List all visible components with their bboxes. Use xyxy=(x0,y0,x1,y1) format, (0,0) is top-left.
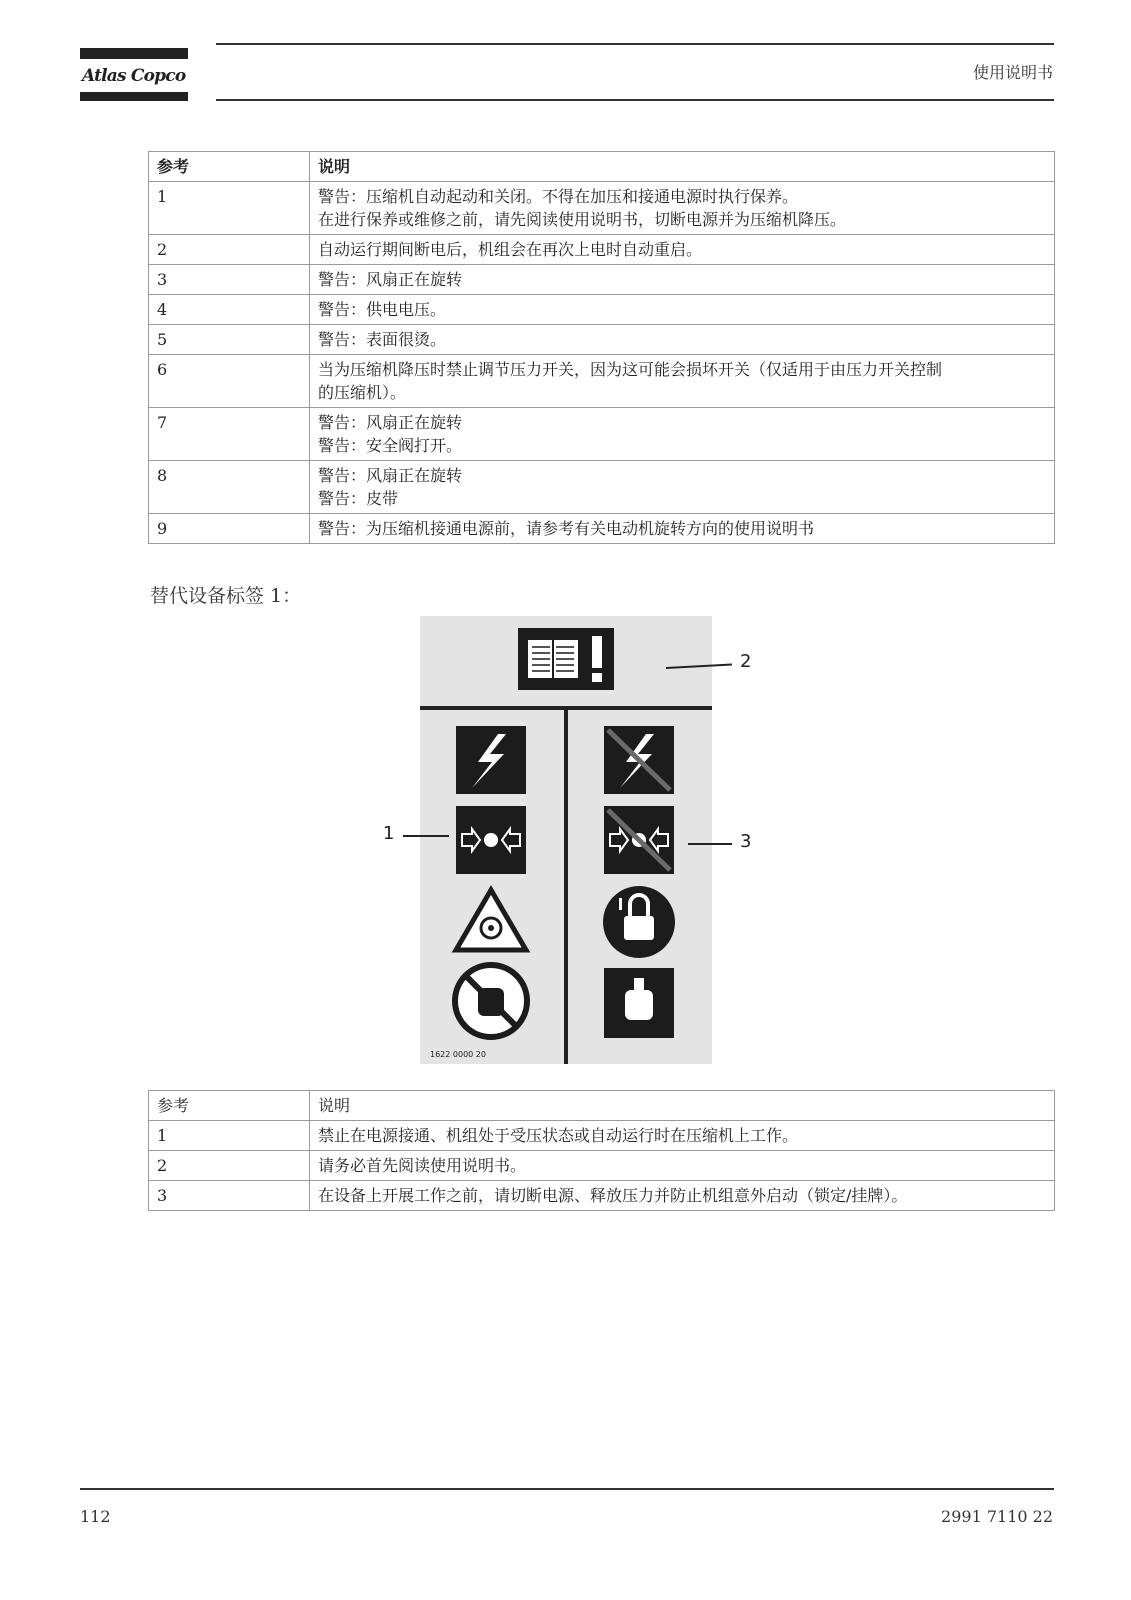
table-row xyxy=(149,325,1055,355)
maintenance-icon xyxy=(604,968,674,1038)
row-description xyxy=(310,235,1055,265)
table-row xyxy=(149,1151,1055,1181)
row-description xyxy=(310,182,1055,235)
row-ref: 3 xyxy=(149,1181,310,1211)
table-row xyxy=(149,182,1055,235)
reference-table-2 xyxy=(148,1090,1055,1211)
no-pressure-icon xyxy=(604,806,674,874)
description-line: 警告：为压缩机接通电源前，请参考有关电动机旋转方向的使用说明书 xyxy=(318,519,815,538)
table-header-row xyxy=(149,1091,1055,1121)
label-code-text: 1622 0000 20 xyxy=(430,1050,486,1059)
header-ref: 参考 xyxy=(149,1091,310,1121)
description-line: 在设备上开展工作之前，请切断电源、释放压力并防止机组意外启动（锁定/挂牌）。 xyxy=(318,1186,908,1205)
row-description xyxy=(310,1121,1055,1151)
logo-bar-bottom xyxy=(80,92,188,101)
row-ref: 9 xyxy=(149,514,310,544)
row-ref: 1 xyxy=(149,182,310,235)
row-description xyxy=(310,408,1055,461)
row-description xyxy=(310,514,1055,544)
table-row xyxy=(149,514,1055,544)
table-row xyxy=(149,1181,1055,1211)
description-line: 警告：风扇正在旋转 xyxy=(318,413,463,432)
row-ref: 6 xyxy=(149,355,310,408)
row-ref: 5 xyxy=(149,325,310,355)
table-row xyxy=(149,355,1055,408)
row-ref: 2 xyxy=(149,235,310,265)
table-row xyxy=(149,295,1055,325)
read-manual-icon xyxy=(518,628,614,690)
exclamation-icon xyxy=(592,636,602,668)
table-row xyxy=(149,408,1055,461)
row-ref: 7 xyxy=(149,408,310,461)
row-ref: 2 xyxy=(149,1151,310,1181)
table-header-row xyxy=(149,152,1055,182)
description-line: 警告：压缩机自动起动和关闭。不得在加压和接通电源时执行保养。 xyxy=(318,187,799,206)
description-line: 警告：皮带 xyxy=(318,489,399,508)
lockout-padlock-icon xyxy=(603,886,675,958)
header-rule-bottom xyxy=(216,99,1054,101)
table-row xyxy=(149,461,1055,514)
pressure-icon xyxy=(456,806,526,874)
logo-wordmark: Atlas Copco xyxy=(82,66,186,86)
description-line: 当为压缩机降压时禁止调节压力开关，因为这可能会损坏开关（仅适用于由压力开关控制 xyxy=(318,360,943,379)
row-ref: 3 xyxy=(149,265,310,295)
row-ref: 8 xyxy=(149,461,310,514)
row-description xyxy=(310,461,1055,514)
page-title: 使用说明书 xyxy=(972,63,1053,82)
rotating-fan-warning-icon xyxy=(456,890,526,950)
header-ref: 参考 xyxy=(149,152,310,182)
header-rule-top xyxy=(216,43,1054,45)
description-line: 警告：供电电压。 xyxy=(318,300,447,319)
description-line: 警告：风扇正在旋转 xyxy=(318,466,463,485)
page-number: 112 xyxy=(80,1507,111,1526)
row-description xyxy=(310,355,1055,408)
figure-caption: 替代设备标签 1： xyxy=(150,585,302,607)
equipment-label-photo xyxy=(420,616,712,1064)
description-line: 的压缩机）。 xyxy=(318,383,407,402)
callout-3-leader xyxy=(688,843,732,845)
reference-table-1 xyxy=(148,151,1055,544)
callout-1: 1 xyxy=(383,823,395,844)
description-line: 禁止在电源接通、机组处于受压状态或自动运行时在压缩机上工作。 xyxy=(318,1126,799,1145)
description-line: 警告：安全阀打开。 xyxy=(318,436,463,455)
callout-2: 2 xyxy=(740,651,752,672)
table-row xyxy=(149,1121,1055,1151)
row-description xyxy=(310,1181,1055,1211)
description-line: 警告：表面很烫。 xyxy=(318,330,447,349)
footer-rule xyxy=(80,1488,1054,1490)
callout-1-leader xyxy=(403,835,449,837)
logo-bar-top xyxy=(80,48,188,59)
row-ref: 1 xyxy=(149,1121,310,1151)
table-row xyxy=(149,235,1055,265)
row-description xyxy=(310,265,1055,295)
row-ref: 4 xyxy=(149,295,310,325)
row-description xyxy=(310,325,1055,355)
description-line: 在进行保养或维修之前，请先阅读使用说明书，切断电源并为压缩机降压。 xyxy=(318,210,847,229)
document-number: 2991 7110 22 xyxy=(941,1507,1053,1526)
table-row xyxy=(149,265,1055,295)
description-line: 自动运行期间断电后，机组会在再次上电时自动重启。 xyxy=(318,240,703,259)
row-description xyxy=(310,1151,1055,1181)
atlas-copco-logo xyxy=(80,44,190,102)
row-description xyxy=(310,295,1055,325)
header-description: 说明 xyxy=(310,1091,1055,1121)
no-electric-shock-icon xyxy=(604,726,674,794)
equipment-label-svg xyxy=(420,616,712,1064)
description-line: 警告：风扇正在旋转 xyxy=(318,270,463,289)
electric-shock-icon xyxy=(456,726,526,794)
no-maintenance-icon xyxy=(455,965,527,1037)
header-description: 说明 xyxy=(310,152,1055,182)
description-line: 请务必首先阅读使用说明书。 xyxy=(318,1156,527,1175)
callout-3: 3 xyxy=(740,831,752,852)
